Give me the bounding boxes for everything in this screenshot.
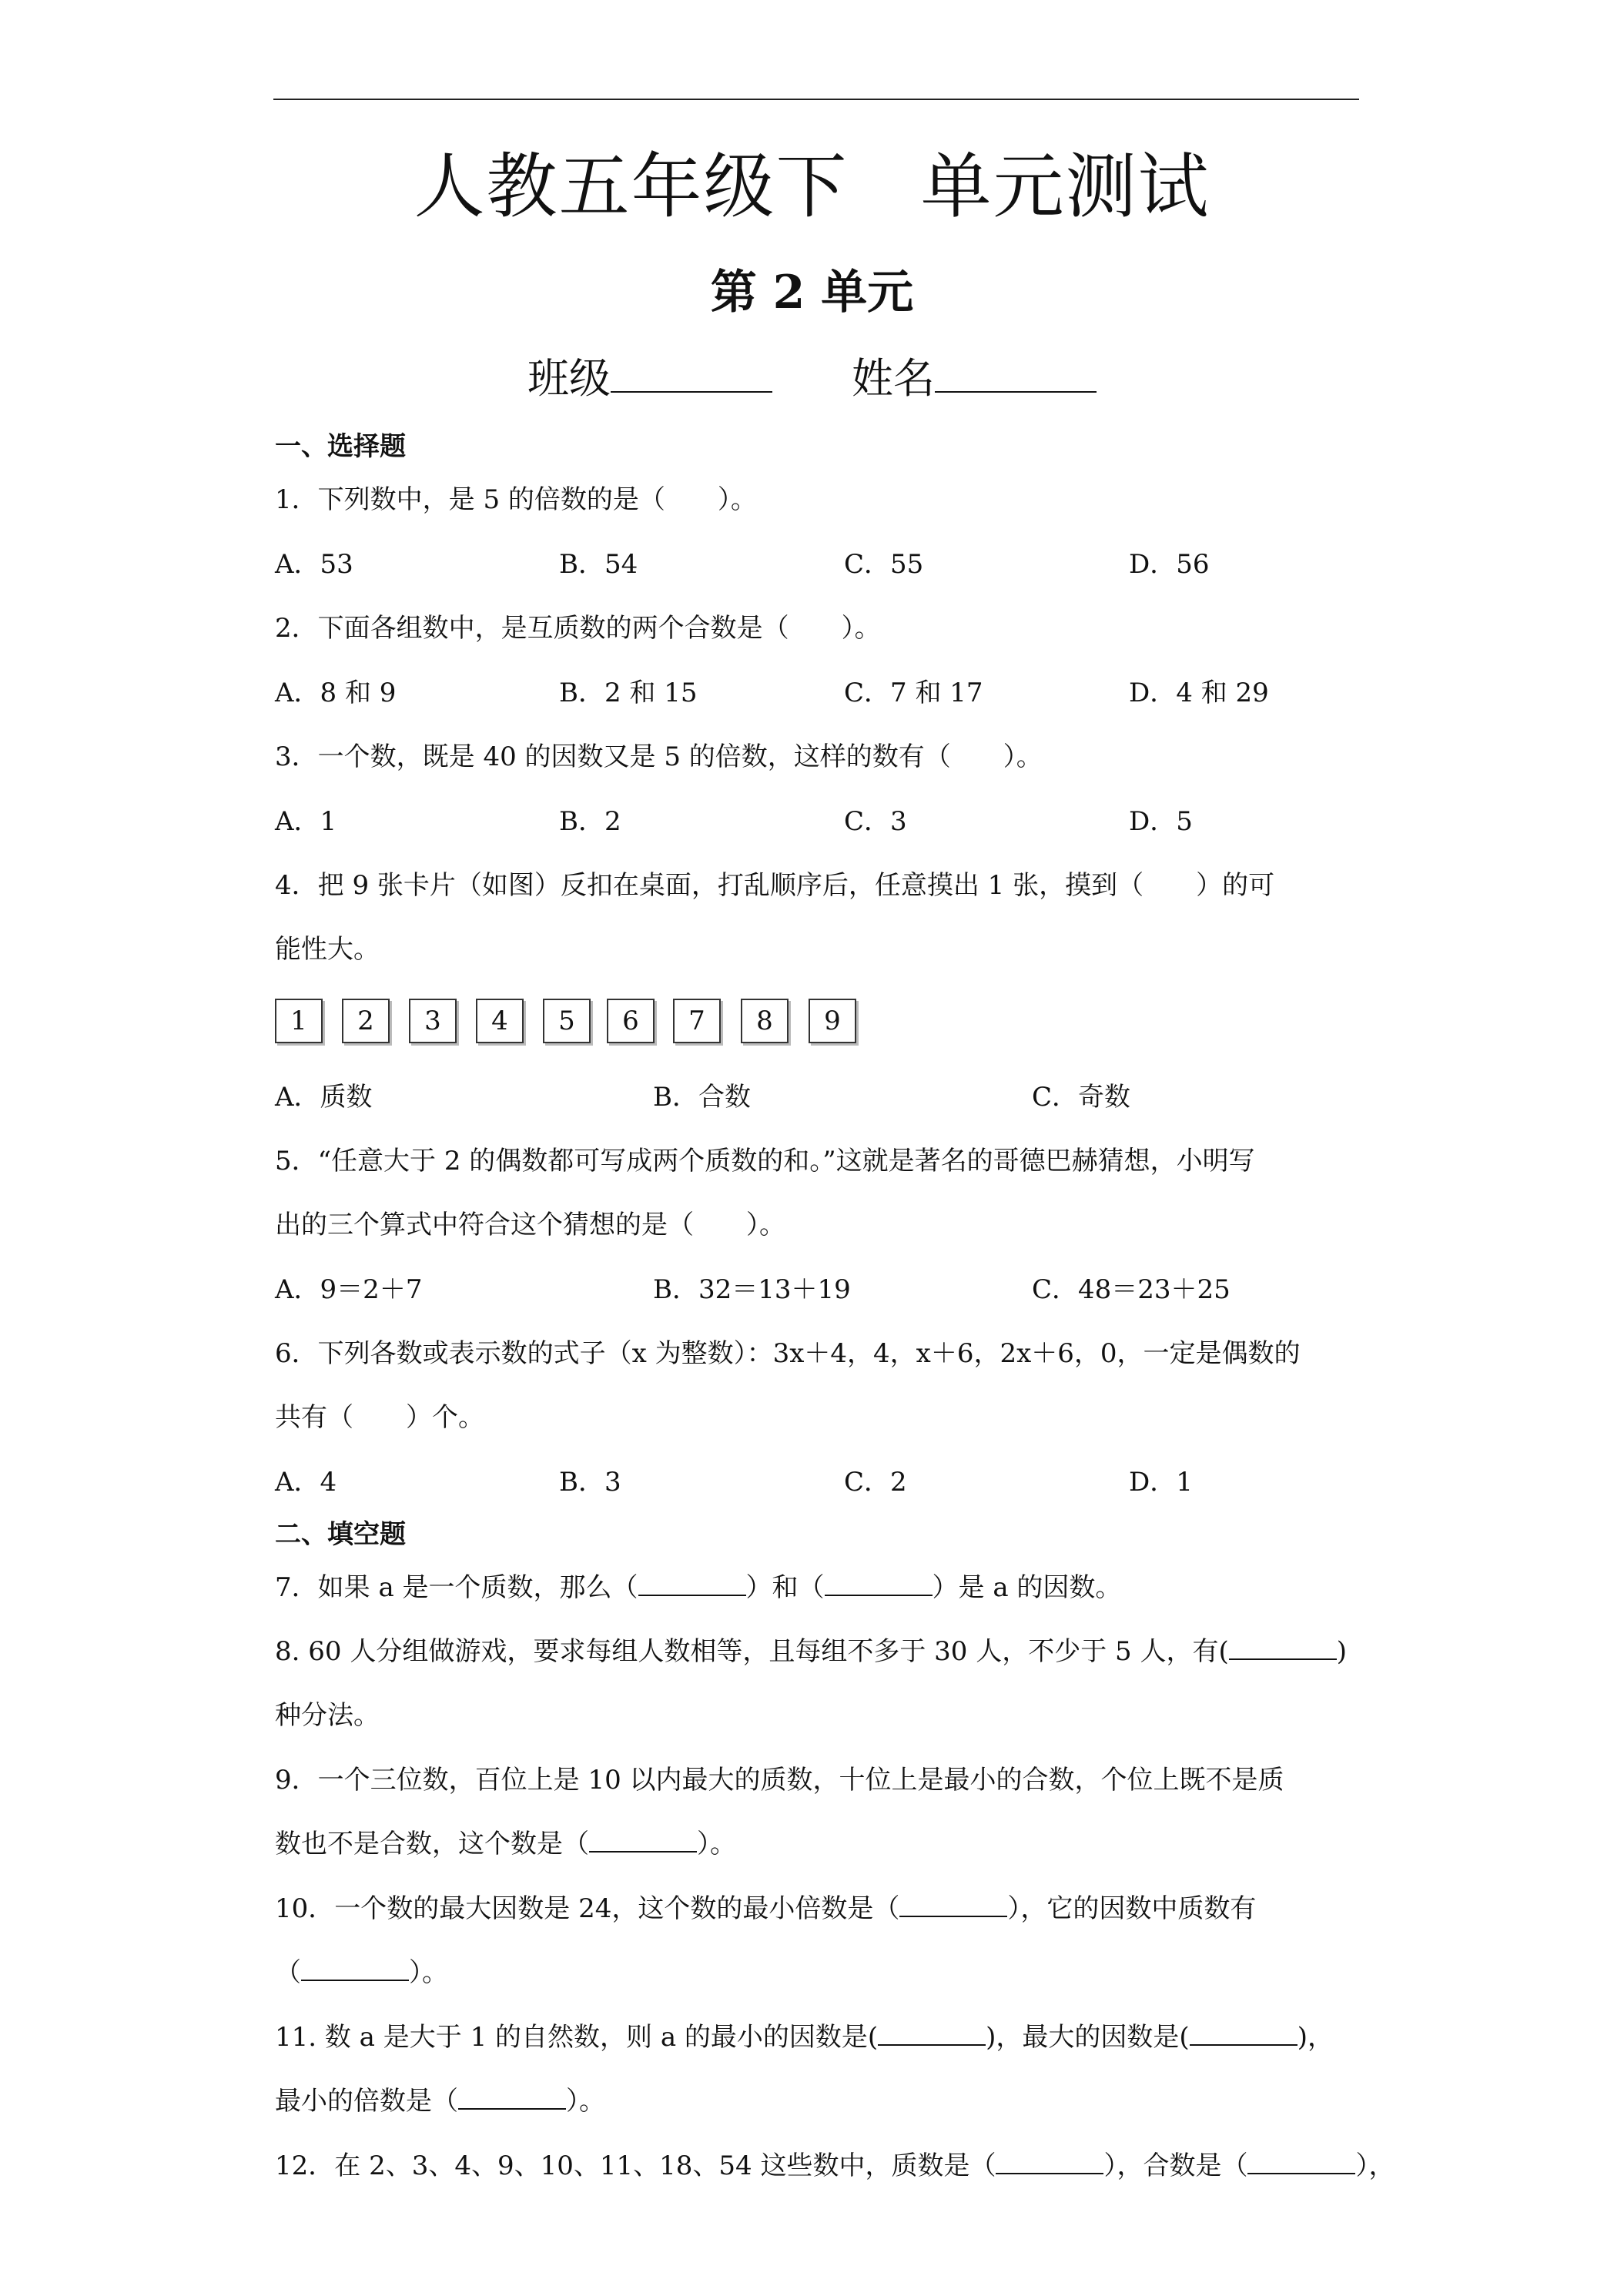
q10-text-1: 10．一个数的最大因数是 24，这个数的最小倍数是（	[275, 1893, 900, 1924]
q10-text-3: （	[275, 1957, 301, 1988]
number-card: 3	[409, 999, 457, 1043]
q4-option-c[interactable]: C．奇数	[1032, 1082, 1131, 1113]
q4-option-a[interactable]: A．质数	[275, 1082, 373, 1113]
number-card: 9	[809, 999, 856, 1043]
q3-stem: 3．一个数，既是 40 的因数又是 5 的倍数，这样的数有（ ）。	[275, 741, 1043, 772]
q6-option-a[interactable]: A．4	[275, 1467, 337, 1498]
q9-text-1: 数也不是合数，这个数是（	[275, 1829, 589, 1859]
q7-text-2: ）和（	[745, 1572, 825, 1603]
section-fill-heading: 二、填空题	[275, 1519, 406, 1550]
q6-option-c[interactable]: C．2	[844, 1467, 907, 1498]
q6-stem-line1: 6．下列各数或表示数的式子（x 为整数）：3x＋4，4，x＋6，2x＋6，0，一定是偶数的	[275, 1338, 1301, 1369]
q10-text-2: ），它的因数中质数有	[1007, 1893, 1257, 1924]
q9-line2	[275, 1825, 736, 1863]
q5-option-a[interactable]: A．9＝2＋7	[275, 1274, 423, 1305]
q3-option-b[interactable]: B．2	[559, 806, 621, 837]
q6-option-d[interactable]: D．1	[1129, 1467, 1193, 1498]
q12-text-1: 12．在 2、3、4、9、10、11、18、54 这些数中，质数是（	[275, 2150, 996, 2181]
class-blank[interactable]	[611, 350, 772, 393]
q11-line1	[275, 2018, 1334, 2057]
class-label: 班级	[527, 354, 611, 403]
q5-stem-line2: 出的三个算式中符合这个猜想的是（ ）。	[275, 1210, 785, 1240]
q8-blank-1[interactable]	[1229, 1634, 1337, 1660]
q1-stem: 1．下列数中，是 5 的倍数的是（ ）。	[275, 484, 757, 515]
q8-text-1: 8. 60 人分组做游戏，要求每组人数相等，且每组不多于 30 人，不少于 5 人，有(	[275, 1636, 1229, 1667]
name-label: 姓名	[852, 354, 935, 403]
number-card: 5	[543, 999, 591, 1043]
page-title: 人教五年级下 单元测试	[414, 146, 1210, 228]
number-cards	[275, 999, 968, 1043]
q3-option-a[interactable]: A．1	[275, 806, 337, 837]
q2-option-d[interactable]: D．4 和 29	[1129, 678, 1269, 708]
q5-option-c[interactable]: C．48＝23＋25	[1032, 1274, 1231, 1305]
q11-text-3: )，	[1297, 2022, 1334, 2053]
q2-stem: 2．下面各组数中，是互质数的两个合数是（ ）。	[275, 613, 881, 644]
q2-option-b[interactable]: B．2 和 15	[559, 678, 698, 708]
q2-option-c[interactable]: C．7 和 17	[844, 678, 983, 708]
q1-option-b[interactable]: B．54	[559, 549, 638, 580]
q5-stem-line1: 5．“任意大于 2 的偶数都可写成两个质数的和。”这就是著名的哥德巴赫猜想，小明写	[275, 1146, 1255, 1176]
q12-text-3: ），	[1355, 2150, 1395, 2181]
top-rule	[273, 99, 1359, 100]
q11-blank-1[interactable]	[878, 2020, 986, 2046]
name-blank[interactable]	[935, 350, 1097, 393]
q9-line1: 9．一个三位数，百位上是 10 以内最大的质数，十位上是最小的合数，个位上既不是质	[275, 1765, 1284, 1796]
q10-blank-2[interactable]	[301, 1955, 409, 1981]
q6-stem-line2: 共有（ ）个。	[275, 1402, 484, 1433]
q3-option-d[interactable]: D．5	[1129, 806, 1193, 837]
q10-line1	[275, 1889, 1256, 1928]
number-card: 7	[673, 999, 721, 1043]
q3-option-c[interactable]: C．3	[844, 806, 907, 837]
q1-option-d[interactable]: D．56	[1129, 549, 1210, 580]
q8-text-2: )	[1336, 1636, 1347, 1667]
q11-text-5: ）。	[566, 2086, 605, 2117]
q4-option-b[interactable]: B．合数	[653, 1082, 751, 1113]
q7-blank-2[interactable]	[825, 1570, 933, 1596]
q4-stem-line1: 4．把 9 张卡片（如图）反扣在桌面，打乱顺序后，任意摸出 1 张，摸到（ ）的可	[275, 870, 1275, 901]
number-card: 1	[275, 999, 323, 1043]
q12-text-2: ），合数是（	[1103, 2150, 1248, 2181]
q11-blank-3[interactable]	[458, 2083, 566, 2110]
student-info-line	[0, 348, 1624, 410]
q12-line1	[275, 2147, 1395, 2185]
q9-blank-1[interactable]	[589, 1826, 697, 1853]
q7-line	[275, 1568, 1121, 1607]
q4-stem-line2: 能性大。	[275, 934, 380, 965]
number-card: 2	[342, 999, 390, 1043]
q2-option-a[interactable]: A．8 和 9	[275, 678, 397, 708]
q10-line2	[275, 1953, 448, 1992]
q1-option-c[interactable]: C．55	[844, 549, 924, 580]
q1-option-a[interactable]: A．53	[275, 549, 353, 580]
number-card: 4	[476, 999, 524, 1043]
q12-blank-1[interactable]	[996, 2148, 1103, 2174]
q7-blank-1[interactable]	[638, 1570, 746, 1596]
q6-option-b[interactable]: B．3	[559, 1467, 621, 1498]
q10-text-4: ）。	[409, 1957, 448, 1988]
q11-text-1: 11. 数 a 是大于 1 的自然数，则 a 的最小的因数是(	[275, 2022, 879, 2053]
q7-text-3: ）是 a 的因数。	[932, 1572, 1122, 1603]
number-card: 6	[607, 999, 655, 1043]
number-card: 8	[741, 999, 789, 1043]
q12-blank-2[interactable]	[1247, 2148, 1355, 2174]
q7-text-1: 7．如果 a 是一个质数，那么（	[275, 1572, 638, 1603]
q11-blank-2[interactable]	[1190, 2020, 1298, 2046]
q11-line2	[275, 2082, 605, 2120]
q11-text-4: 最小的倍数是（	[275, 2086, 458, 2117]
q8-line2: 种分法。	[275, 1700, 380, 1731]
section-choice-heading: 一、选择题	[275, 431, 406, 462]
unit-subtitle: 第 2 单元	[710, 266, 914, 320]
q8-line1	[275, 1632, 1347, 1671]
q5-option-b[interactable]: B．32＝13＋19	[653, 1274, 851, 1305]
q9-text-2: ）。	[697, 1829, 736, 1859]
q10-blank-1[interactable]	[899, 1891, 1007, 1917]
q11-text-2: )，最大的因数是(	[986, 2022, 1190, 2053]
